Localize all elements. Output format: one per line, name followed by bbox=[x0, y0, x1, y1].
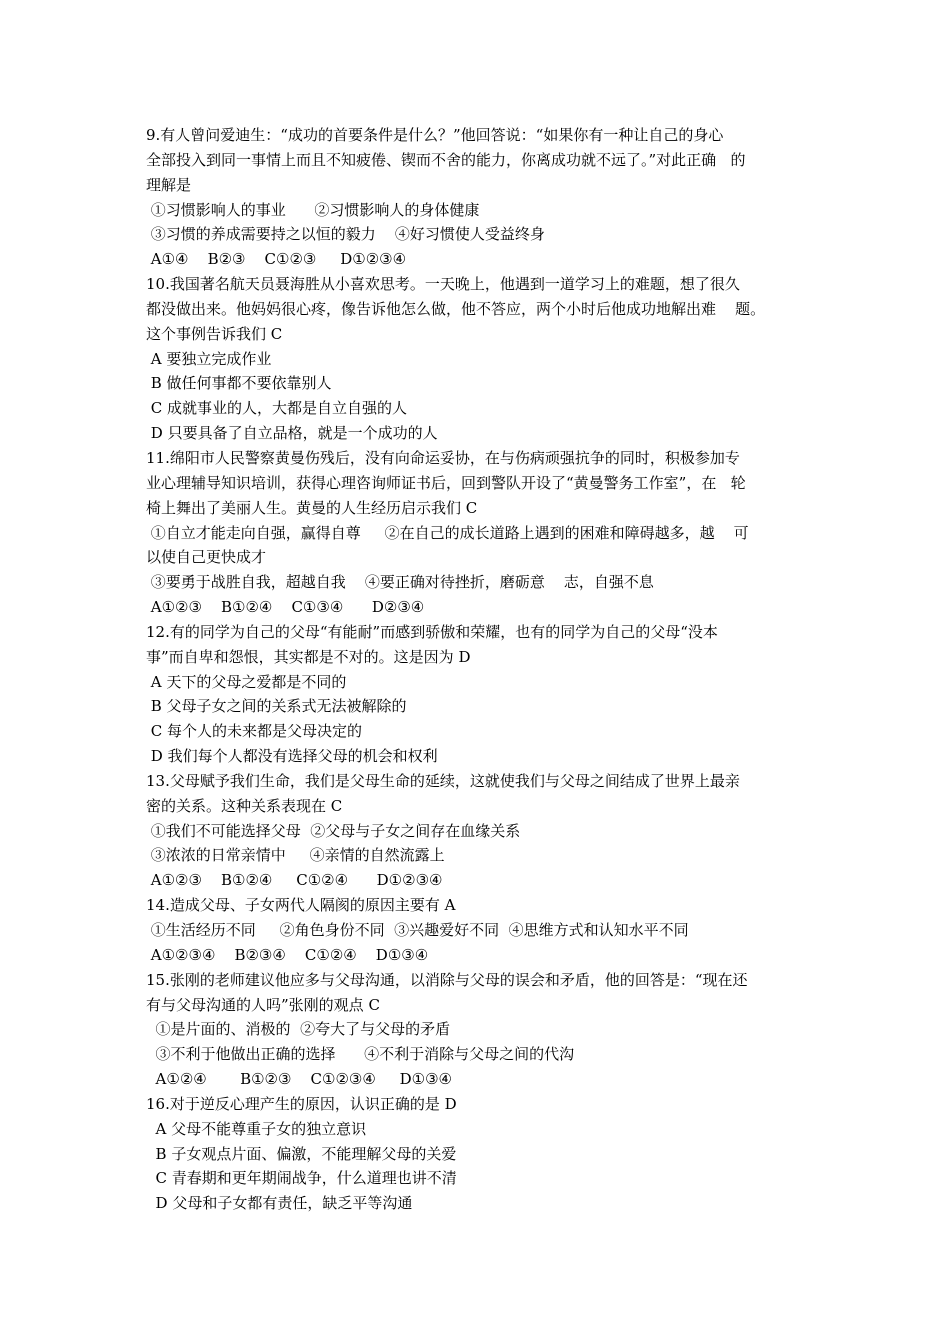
text-line: ①我们不可能选择父母 ②父母与子女之间存在血缘关系 bbox=[146, 821, 521, 840]
document-body bbox=[146, 123, 812, 1216]
text-line: ①习惯影响人的事业 ②习惯影响人的身体健康 bbox=[146, 200, 480, 219]
text-line: A①②③ B①②④ C①③④ D②③④ bbox=[146, 598, 425, 617]
text-line: A①②③ B①②④ C①②④ D①②③④ bbox=[146, 871, 443, 890]
text-line: 都没做出来。他妈妈很心疼，像告诉他怎么做，他不答应，两个小时后他成功地解出难 题。 bbox=[146, 299, 766, 318]
text-line: 椅上舞出了美丽人生。黄曼的人生经历启示我们 C bbox=[146, 498, 478, 517]
text-line: A①②③④ B②③④ C①②④ D①③④ bbox=[146, 945, 429, 964]
text-line: ③浓浓的日常亲情中 ④亲情的自然流露上 bbox=[146, 846, 445, 865]
text-line: A 父母不能尊重子女的独立意识 bbox=[146, 1119, 367, 1138]
text-line: D 我们每个人都没有选择父母的机会和权利 bbox=[146, 747, 438, 766]
text-line: 以使自己更快成才 bbox=[146, 548, 267, 567]
text-line: ③习惯的养成需要持之以恒的毅力 ④好习惯使人受益终身 bbox=[146, 225, 545, 244]
text-line: ③要勇于战胜自我，超越自我 ④要正确对待挫折，磨砺意 志，自强不息 bbox=[146, 573, 654, 592]
text-line: 业心理辅导知识培训，获得心理咨询师证书后，回到警队开设了“黄曼警务工作室”，在 轮 bbox=[146, 473, 746, 492]
text-line: 11.绵阳市人民警察黄曼伤残后，没有向命运妥协，在与伤病顽强抗争的同时，积极参加专 bbox=[146, 448, 740, 467]
text-line: 13.父母赋予我们生命，我们是父母生命的延续，这就使我们与父母之间结成了世界上最亲 bbox=[146, 771, 740, 790]
text-line: A①②④ B①②③ C①②③④ D①③④ bbox=[146, 1070, 452, 1089]
text-line: C 成就事业的人，大都是自立自强的人 bbox=[146, 399, 408, 418]
text-line: B 做任何事都不要依靠别人 bbox=[146, 374, 332, 393]
text-line: 16.对于逆反心理产生的原因，认识正确的是 D bbox=[146, 1094, 457, 1113]
text-line: ③不利于他做出正确的选择 ④不利于消除与父母之间的代沟 bbox=[146, 1045, 575, 1064]
text-line: ①生活经历不同 ②角色身份不同 ③兴趣爱好不同 ④思维方式和认知水平不同 bbox=[146, 921, 689, 939]
text-line: 12.有的同学为自己的父母“有能耐”而感到骄傲和荣耀，也有的同学为自己的父母“没本 bbox=[146, 622, 718, 641]
text-line: C 青春期和更年期闹战争，什么道理也讲不清 bbox=[146, 1169, 457, 1188]
text-line: ①是片面的、消极的 ②夸大了与父母的矛盾 bbox=[146, 1020, 451, 1039]
text-line: A①④ B②③ C①②③ D①②③④ bbox=[146, 250, 407, 269]
text-line: 这个事例告诉我们 C bbox=[146, 324, 283, 343]
text-line: 全部投入到同一事情上而且不知疲倦、锲而不舍的能力，你离成功就不远了。”对此正确 的 bbox=[146, 150, 746, 169]
text-line: 密的关系。这种关系表现在 C bbox=[146, 796, 343, 815]
text-line: 15.张刚的老师建议他应多与父母沟通，以消除与父母的误会和矛盾，他的回答是：“现在还 bbox=[146, 970, 748, 989]
text-line: 理解是 bbox=[146, 175, 192, 194]
text-line: A 要独立完成作业 bbox=[146, 349, 272, 368]
text-line: A 天下的父母之爱都是不同的 bbox=[146, 672, 347, 691]
text-line: 14.造成父母、子女两代人隔阂的原因主要有 A bbox=[146, 896, 456, 915]
text-line: D 只要具备了自立品格，就是一个成功的人 bbox=[146, 424, 438, 443]
text-line: C 每个人的未来都是父母决定的 bbox=[146, 722, 363, 741]
text-line: 事”而自卑和怨恨，其实都是不对的。这是因为 D bbox=[146, 647, 471, 666]
text-line: 9.有人曾问爱迪生：“成功的首要条件是什么？”他回答说：“如果你有一种让自己的身心 bbox=[146, 126, 724, 144]
text-line: B 子女观点片面、偏激，不能理解父母的关爱 bbox=[146, 1144, 457, 1163]
text-line: D 父母和子女都有责任，缺乏平等沟通 bbox=[146, 1194, 413, 1213]
text-line: B 父母子女之间的关系式无法被解除的 bbox=[146, 697, 407, 716]
text-line: 10.我国著名航天员聂海胜从小喜欢思考。一天晚上，他遇到一道学习上的难题，想了很久 bbox=[146, 275, 740, 294]
text-line: 有与父母沟通的人吗”张刚的观点 C bbox=[146, 995, 380, 1014]
text-line: ①自立才能走向自强，赢得自尊 ②在自己的成长道路上遇到的困难和障碍越多，越 可 bbox=[146, 523, 749, 542]
